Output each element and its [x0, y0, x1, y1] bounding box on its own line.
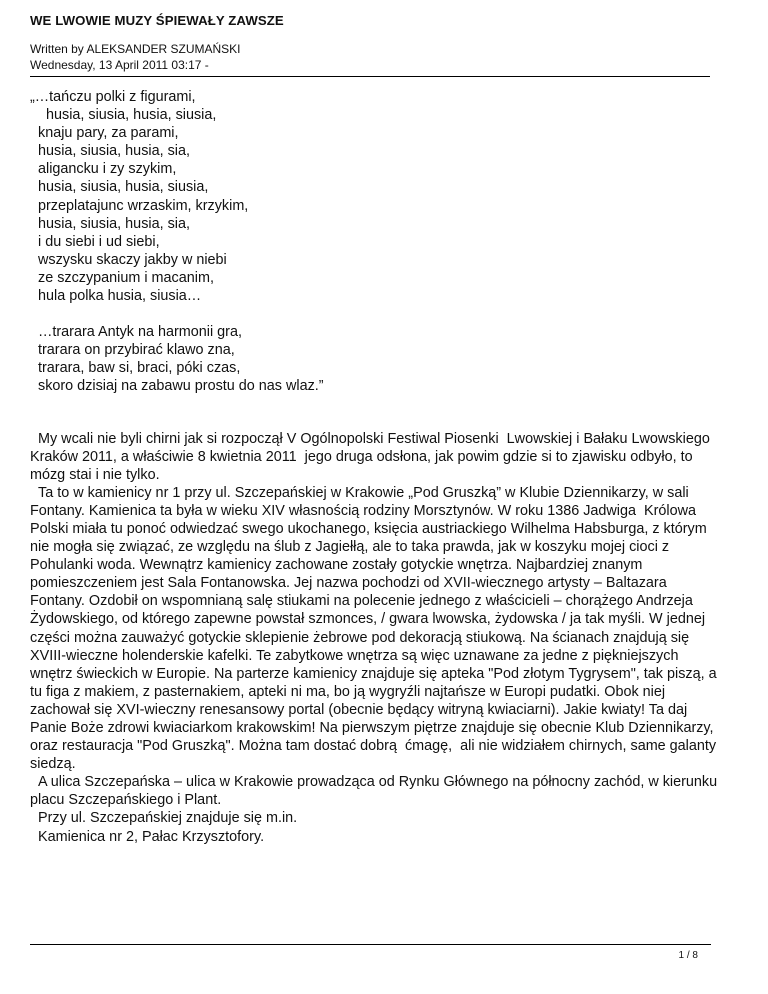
paragraph: A ulica Szczepańska – ulica w Krakowie prowadząca od Rynku Głównego na północny zachód, w kierunku placu Szczepańskiego i Plant. — [30, 774, 722, 809]
paragraph: My wcali nie byli chirni jak si rozpoczął V Ogólnopolski Festiwal Piosenki Lwowskiej i Bałaku Lwowskiego Kraków 2011, a właściwie 8 kwietnia 2011 jego druga odsłona, jak powim gdzie si to zjawisku odbyło, to mózg stai i nie tylko. — [30, 430, 714, 483]
paragraph: Przy ul. Szczepańskiej znajduje się m.in. — [30, 810, 298, 827]
poem-line: trarara on przybirać klawo zna, — [30, 342, 235, 359]
footer-divider — [30, 944, 711, 945]
poem-stanza-2 — [30, 323, 720, 395]
paragraph: Ta to w kamienicy nr 1 przy ul. Szczepańskiej w Krakowie „Pod Gruszką” w Klubie Dziennikarzy, w sali Fontany. Kamienica ta była w wieku XIV własnością rodziny Morsztynów. W roku 1386 Jadwiga Królowa Polski miała tu ponoć odwiedzać swego ukochanego, księcia austriackiego Wilhelma Habsburga, z którym nie mogła się związać, ze względu na ślub z Jagiełłą, ale to taka prawda, jak w koszyku mojej cioci z Pohulanki woda. Wewnątrz kamienicy zachowane zostały gotyckie wnętrza. Najbardziej znanym pomieszczeniem jest Sala Fontanowska. Jej nazwa pochodzi od XVII-wiecznego artysty – Baltazara Fontany. Ozdobił on wspomnianą salę stiukami na polecenie jednego z właścicieli – chorążego Andrzeja Żydowskiego, od którego zapewne powstał szmonces, / gwara lwowska, żydowska / ja tak myśli. W jednej części można zauważyć gotyckie sklepienie żebrowe pod dekoracją stiukową. Na ścianach znajdują się XVIII-wieczne holenderskie kafelki. Te zabytkowe wnętrza są więc uznawane za jedne z piękniejszych wnętrz świeckich w Europie. Na parterze kamienicy znajduje się apteka "Pod złotym Tygrysem", tak piszą, a tu figa z makiem, z pasternakiem, apteki ni ma, bo ją wygryźli najtańsze w Europi pudatki. Obok niej zachował się XVI-wieczny renesansowy portal (obecnie będący witryną kwiaciarni). Jakie kwiaty! Ta daj Panie Boże zdrowi kwiaciarkom krakowskim! Na pierwszym piętrze znajduje się obecnie Klub Dziennikarzy, oraz restauracja "Pod Gruszką". Można tam dostać dobrą ćmagę, ali nie widziałem chirnych, same galanty siedzą. — [30, 484, 721, 773]
poem-line: aligancku i zy szykim, — [30, 161, 177, 178]
article-date: Wednesday, 13 April 2011 03:17 - — [30, 58, 209, 72]
poem-line: przeplatajunc wrzaskim, krzykim, — [30, 197, 249, 214]
poem-line: „…tańczu polki z figurami, — [30, 89, 196, 105]
poem-line: wszysku skaczy jakby w niebi — [30, 251, 227, 268]
poem-line: husia, siusia, husia, sia, — [30, 215, 190, 232]
poem-line: knaju pary, za parami, — [30, 125, 179, 142]
poem-line: trarara, baw si, braci, póki czas, — [30, 360, 241, 377]
header-divider — [30, 76, 710, 77]
prose-gap — [30, 396, 720, 430]
page-number: 1 / 8 — [678, 950, 698, 961]
article-title: WE LWOWIE MUZY ŚPIEWAŁY ZAWSZE — [30, 13, 284, 28]
poem-line: husia, siusia, husia, sia, — [30, 143, 190, 160]
poem-line: i du siebi i ud siebi, — [30, 233, 160, 250]
stanza-gap — [30, 305, 720, 323]
poem-line: ze szczypanium i macanim, — [30, 269, 214, 286]
poem-line: skoro dzisiaj na zabawu prostu do nas wlaz.” — [30, 378, 324, 395]
poem-line: hula polka husia, siusia… — [30, 288, 202, 305]
article-paragraphs — [30, 430, 720, 846]
article-meta — [30, 41, 241, 73]
article-byline: Written by ALEKSANDER SZUMAŃSKI — [30, 42, 241, 56]
paragraph: Kamienica nr 2, Pałac Krzysztofory. — [30, 828, 265, 845]
poem-line: husia, siusia, husia, siusia, — [30, 107, 217, 124]
poem-line: husia, siusia, husia, siusia, — [30, 179, 209, 196]
article-body — [30, 88, 720, 846]
poem-stanza-1 — [30, 88, 720, 305]
poem-line: …trarara Antyk na harmonii gra, — [30, 324, 242, 341]
